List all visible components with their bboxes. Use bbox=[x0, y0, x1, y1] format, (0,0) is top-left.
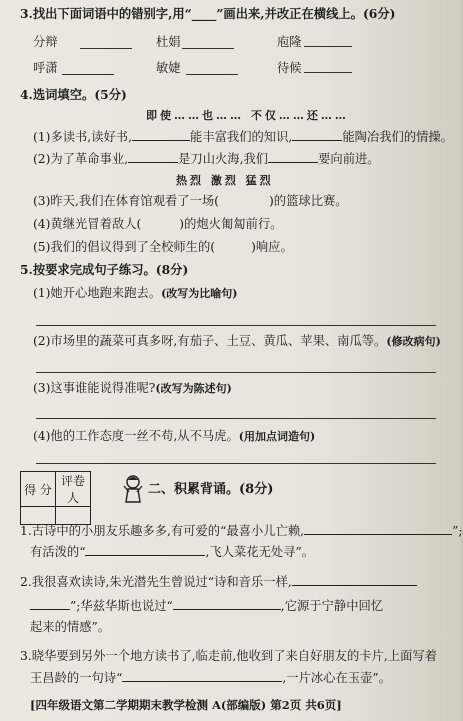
score-header: 得 分 bbox=[21, 472, 56, 507]
q3-word: 呼潇 bbox=[33, 61, 58, 75]
section2-title: 二、积累背诵。(8分) bbox=[148, 482, 274, 497]
q3-word: 待候 bbox=[277, 61, 302, 75]
page-footer: [四年级语文第二学期期末教学检测 A(部编版) 第2页 共6页] bbox=[30, 698, 342, 712]
poem-q3-line1: 3.晓华要到另外一个地方读书了,临走前,他收到了来自好朋友的卡片,上面写着 bbox=[20, 649, 437, 663]
q5-item-2: (2)市场里的蔬菜可真多呀,有茄子、土豆、黄瓜、苹果、南瓜等。(修改病句) bbox=[33, 334, 441, 348]
q4-options-1: 即使……也…… 不仅……还…… bbox=[146, 109, 349, 122]
poem-q1-line2: 有活泼的“ ,飞人菜花无处寻”。 bbox=[30, 545, 315, 559]
q4-item-1: (1)多读书,读好书, 能丰富我们的知识, 能陶冶我们的情操。 bbox=[33, 130, 454, 144]
poem-q2-line1: 2.我很喜欢读诗,朱光潜先生曾说过“诗和音乐一样, bbox=[20, 573, 417, 590]
q5-item-3: (3)这事谁能说得准呢?(改写为陈述句) bbox=[33, 381, 232, 395]
q4-item-5: (5)我们的倡议得到了全校师生的( )响应。 bbox=[33, 240, 293, 254]
q3-word: 分辩 bbox=[33, 35, 58, 49]
q4-options-2: 热烈 激烈 猛烈 bbox=[176, 174, 274, 187]
q3-title: 3.找出下面词语中的错别字,用“____”画出来,并改正在横线上。(6分) bbox=[20, 6, 396, 21]
q4-item-2: (2)为了革命事业, 是刀山火海,我们 要向前进。 bbox=[33, 152, 380, 166]
q5-item-4: (4)他的工作态度一丝不苟,从不马虎。(用加点词造句) bbox=[33, 429, 316, 443]
q3-word: 杜娟 bbox=[156, 35, 181, 49]
poem-q2-line3: 起来的情感”。 bbox=[30, 620, 111, 634]
q4-title: 4.选词填空。(5分) bbox=[20, 87, 127, 102]
q5-item-1: (1)她开心地跑来跑去。(改写为比喻句) bbox=[33, 286, 238, 300]
score-table bbox=[20, 471, 91, 525]
q3-word: 庖隆 bbox=[277, 35, 302, 49]
grader-header: 评卷人 bbox=[56, 472, 91, 507]
student-figure-icon bbox=[122, 474, 144, 504]
q3-word: 敏婕 bbox=[156, 61, 181, 75]
poem-q2-line2: ”;华兹华斯也说过“ ,它源于宁静中回忆 bbox=[30, 597, 383, 614]
q5-title: 5.按要求完成句子练习。(8分) bbox=[20, 262, 189, 277]
poem-q3-line2: 王昌龄的一句诗“ ,一片冰心在玉壶”。 bbox=[30, 671, 391, 685]
q4-item-3: (3)昨天,我们在体育馆观看了一场( )的篮球比赛。 bbox=[33, 194, 348, 208]
poem-q1-line1: 1.古诗中的小朋友乐趣多多,有可爱的“最喜小儿亡赖, ”; bbox=[20, 524, 463, 538]
q4-item-4: (4)黄继光冒着敌人( )的炮火匍匐前行。 bbox=[33, 217, 283, 231]
